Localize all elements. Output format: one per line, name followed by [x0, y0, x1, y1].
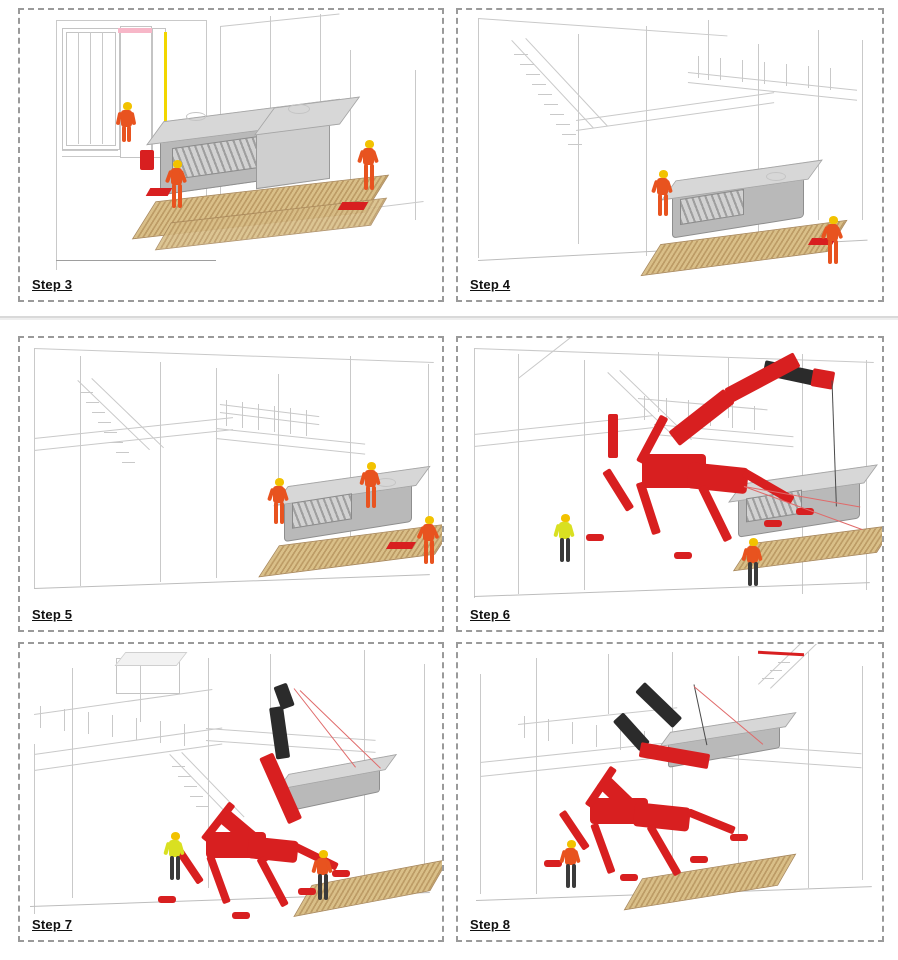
scene-step-8	[458, 644, 882, 940]
skate	[386, 542, 416, 549]
step-label: Step 4	[470, 277, 511, 292]
scene-step-3	[20, 10, 442, 300]
panel-step-4[interactable]	[456, 8, 884, 302]
panel-step-8[interactable]	[456, 642, 884, 942]
timber-mat	[624, 854, 797, 911]
skate-left	[146, 188, 173, 196]
step-label: Step 6	[470, 607, 511, 622]
tool-box	[140, 150, 154, 170]
scene-step-7	[20, 644, 442, 940]
scene-step-4	[458, 10, 882, 300]
panel-step-7[interactable]	[18, 642, 444, 942]
panel-step-3[interactable]	[18, 8, 444, 302]
step-label: Step 5	[32, 607, 73, 622]
step-label: Step 7	[32, 917, 73, 932]
step-label: Step 8	[470, 917, 511, 932]
scene-step-6	[458, 338, 882, 630]
red-rail-marker	[758, 651, 804, 656]
scene-step-5	[20, 338, 442, 630]
panel-step-6[interactable]	[456, 336, 884, 632]
skate-right	[338, 202, 369, 210]
row-divider-1b	[0, 318, 898, 320]
step-label: Step 3	[32, 277, 73, 292]
pink-marker	[118, 28, 152, 33]
panel-step-5[interactable]	[18, 336, 444, 632]
